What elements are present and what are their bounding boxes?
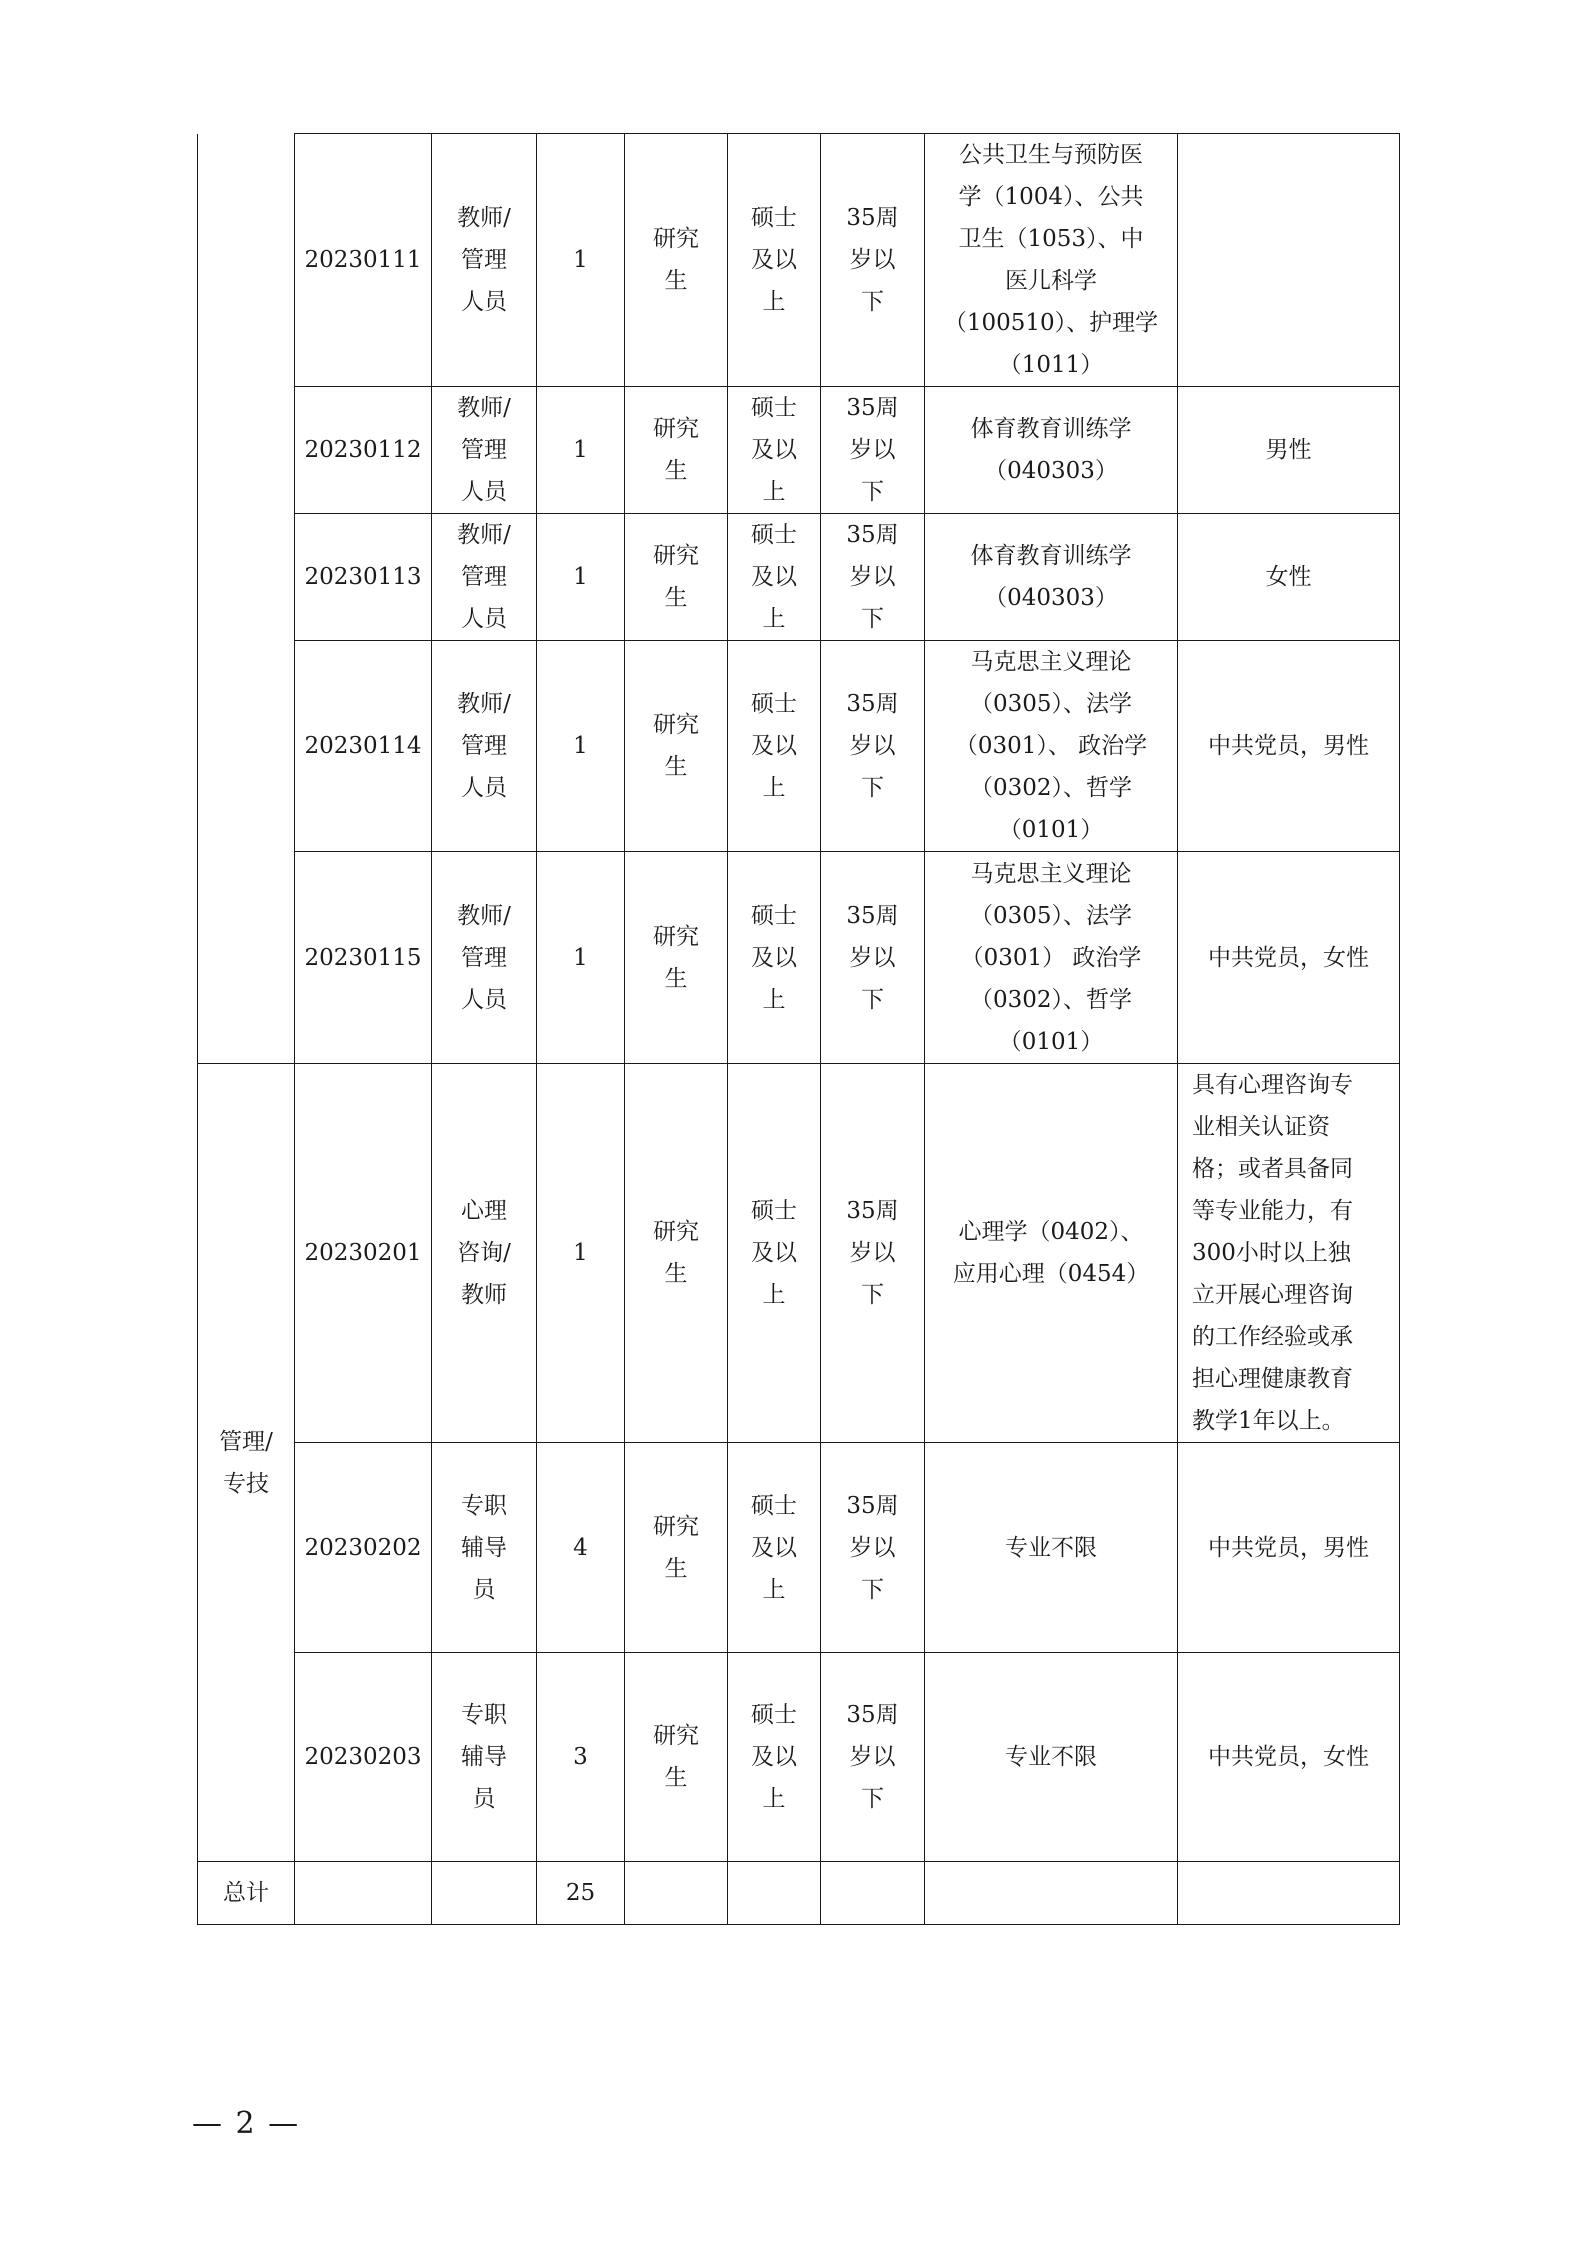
empty-cell — [1178, 1862, 1400, 1925]
education-level: 研究 生 — [625, 852, 728, 1064]
age-requirement: 35周 岁以 下 — [821, 641, 925, 852]
position-code: 20230113 — [295, 514, 432, 641]
table-row — [198, 134, 1400, 387]
major-requirement: 公共卫生与预防医 学（1004）、公共 卫生（1053）、中 医儿科学 （100510）、护理学 （1011） — [925, 134, 1178, 387]
education-level: 研究 生 — [625, 1064, 728, 1443]
position-code: 20230112 — [295, 387, 432, 514]
remark: 中共党员，女性 — [1178, 1653, 1400, 1862]
remark: 中共党员，男性 — [1178, 641, 1400, 852]
degree-requirement: 硕士 及以 上 — [728, 1653, 821, 1862]
hiring-count: 1 — [537, 387, 625, 514]
position-code: 20230202 — [295, 1443, 432, 1653]
total-count: 25 — [537, 1862, 625, 1925]
table-row — [198, 387, 1400, 514]
age-requirement: 35周 岁以 下 — [821, 134, 925, 387]
empty-cell — [728, 1862, 821, 1925]
major-requirement: 马克思主义理论 （0305）、法学 （0301）、 政治学 （0302）、哲学 （0101） — [925, 641, 1178, 852]
major-requirement: 专业不限 — [925, 1653, 1178, 1862]
position-name: 专职 辅导 员 — [432, 1443, 537, 1653]
empty-cell — [295, 1862, 432, 1925]
table-row — [198, 641, 1400, 852]
table-row — [198, 1443, 1400, 1653]
category-cell: 管理/ 专技 — [198, 1064, 295, 1862]
hiring-count: 1 — [537, 852, 625, 1064]
position-name: 心理 咨询/ 教师 — [432, 1064, 537, 1443]
education-level: 研究 生 — [625, 1443, 728, 1653]
position-name: 教师/ 管理 人员 — [432, 852, 537, 1064]
age-requirement: 35周 岁以 下 — [821, 1443, 925, 1653]
major-requirement: 体育教育训练学 （040303） — [925, 387, 1178, 514]
degree-requirement: 硕士 及以 上 — [728, 1064, 821, 1443]
category-cell-continued — [198, 134, 295, 1064]
remark — [1178, 134, 1400, 387]
education-level: 研究 生 — [625, 387, 728, 514]
age-requirement: 35周 岁以 下 — [821, 1653, 925, 1862]
major-requirement: 专业不限 — [925, 1443, 1178, 1653]
hiring-count: 1 — [537, 641, 625, 852]
major-requirement: 马克思主义理论 （0305）、法学 （0301） 政治学 （0302）、哲学 （0101） — [925, 852, 1178, 1064]
table-row — [198, 1653, 1400, 1862]
remark: 女性 — [1178, 514, 1400, 641]
education-level: 研究 生 — [625, 134, 728, 387]
position-name: 教师/ 管理 人员 — [432, 387, 537, 514]
hiring-count: 1 — [537, 514, 625, 641]
hiring-count: 1 — [537, 134, 625, 387]
empty-cell — [821, 1862, 925, 1925]
position-name: 教师/ 管理 人员 — [432, 134, 537, 387]
degree-requirement: 硕士 及以 上 — [728, 641, 821, 852]
age-requirement: 35周 岁以 下 — [821, 1064, 925, 1443]
position-code: 20230111 — [295, 134, 432, 387]
position-name: 教师/ 管理 人员 — [432, 641, 537, 852]
table-row — [198, 852, 1400, 1064]
position-name: 专职 辅导 员 — [432, 1653, 537, 1862]
degree-requirement: 硕士 及以 上 — [728, 852, 821, 1064]
position-name: 教师/ 管理 人员 — [432, 514, 537, 641]
position-code: 20230201 — [295, 1064, 432, 1443]
education-level: 研究 生 — [625, 641, 728, 852]
position-code: 20230203 — [295, 1653, 432, 1862]
table-row — [198, 1064, 1400, 1443]
position-code: 20230114 — [295, 641, 432, 852]
hiring-count: 4 — [537, 1443, 625, 1653]
remark: 中共党员，男性 — [1178, 1443, 1400, 1653]
recruitment-table — [197, 133, 1400, 1925]
degree-requirement: 硕士 及以 上 — [728, 514, 821, 641]
education-level: 研究 生 — [625, 1653, 728, 1862]
total-row — [198, 1862, 1400, 1925]
page-number: — 2 — — [192, 2106, 301, 2141]
empty-cell — [625, 1862, 728, 1925]
age-requirement: 35周 岁以 下 — [821, 387, 925, 514]
empty-cell — [925, 1862, 1178, 1925]
table-row — [198, 514, 1400, 641]
major-requirement: 体育教育训练学 （040303） — [925, 514, 1178, 641]
major-requirement: 心理学（0402）、 应用心理（0454） — [925, 1064, 1178, 1443]
degree-requirement: 硕士 及以 上 — [728, 134, 821, 387]
degree-requirement: 硕士 及以 上 — [728, 387, 821, 514]
degree-requirement: 硕士 及以 上 — [728, 1443, 821, 1653]
age-requirement: 35周 岁以 下 — [821, 852, 925, 1064]
remark: 男性 — [1178, 387, 1400, 514]
age-requirement: 35周 岁以 下 — [821, 514, 925, 641]
position-code: 20230115 — [295, 852, 432, 1064]
empty-cell — [432, 1862, 537, 1925]
remark: 中共党员，女性 — [1178, 852, 1400, 1064]
hiring-count: 3 — [537, 1653, 625, 1862]
hiring-count: 1 — [537, 1064, 625, 1443]
remark: 具有心理咨询专 业相关认证资 格；或者具备同 等专业能力，有 300小时以上独 立开展心理咨询 的工作经验或承 担心理健康教育 教学1年以上。 — [1178, 1064, 1400, 1443]
total-label: 总计 — [198, 1862, 295, 1925]
education-level: 研究 生 — [625, 514, 728, 641]
